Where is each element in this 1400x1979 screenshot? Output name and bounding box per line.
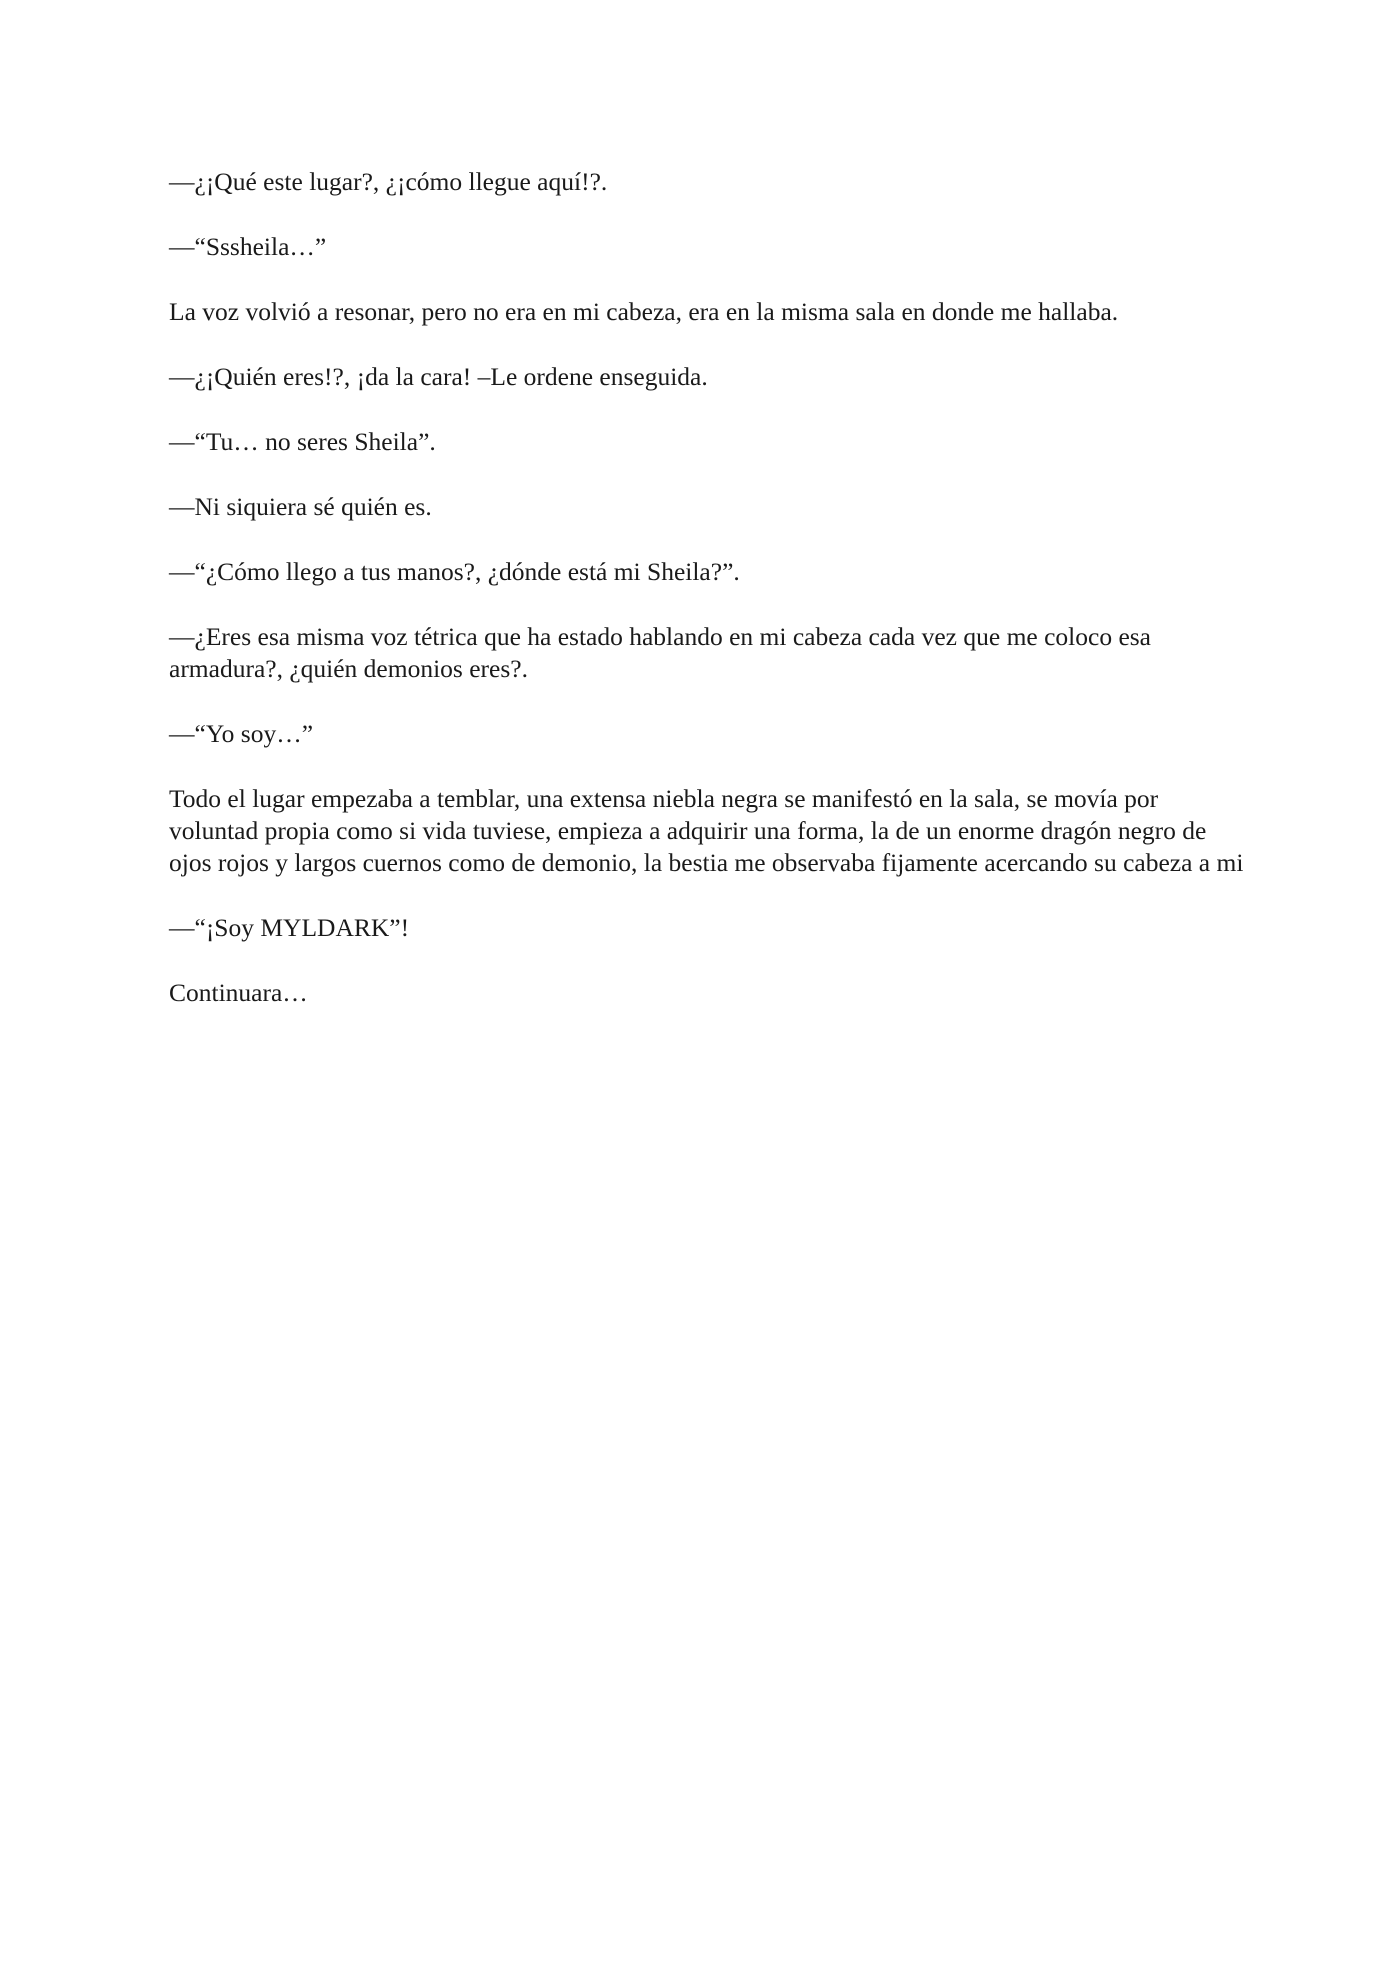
paragraph-12: Continuara… [169, 978, 308, 1007]
paragraph-6: —Ni siquiera sé quién es. [169, 492, 432, 521]
paragraph-8: —¿Eres esa misma voz tétrica que ha estado hablando en mi cabeza cada vez que me coloco esa armadura?, ¿quién demonios eres?. [169, 622, 1151, 683]
document-body [169, 166, 1249, 1042]
paragraph-9: —“Yo soy…” [169, 719, 314, 748]
paragraph-5: —“Tu… no seres Sheila”. [169, 427, 436, 456]
paragraph-3: La voz volvió a resonar, pero no era en mi cabeza, era en la misma sala en donde me hallaba. [169, 297, 1119, 326]
paragraph-1: —¿¡Qué este lugar?, ¿¡cómo llegue aquí!?. [169, 167, 608, 196]
paragraph-2: —“Sssheila…” [169, 232, 327, 261]
paragraph-10: Todo el lugar empezaba a temblar, una extensa niebla negra se manifestó en la sala, se movía por voluntad propia como si vida tuviese, empieza a adquirir una forma, la de un enorme dragón negro de ojos rojos y largos cuernos como de demonio, la bestia me observaba fijamente acercando su cabeza a mi [169, 784, 1244, 877]
paragraph-11: —“¡Soy MYLDARK”! [169, 913, 410, 942]
paragraph-7: —“¿Cómo llego a tus manos?, ¿dónde está mi Sheila?”. [169, 557, 740, 586]
paragraph-4: —¿¡Quién eres!?, ¡da la cara! –Le ordene enseguida. [169, 362, 708, 391]
